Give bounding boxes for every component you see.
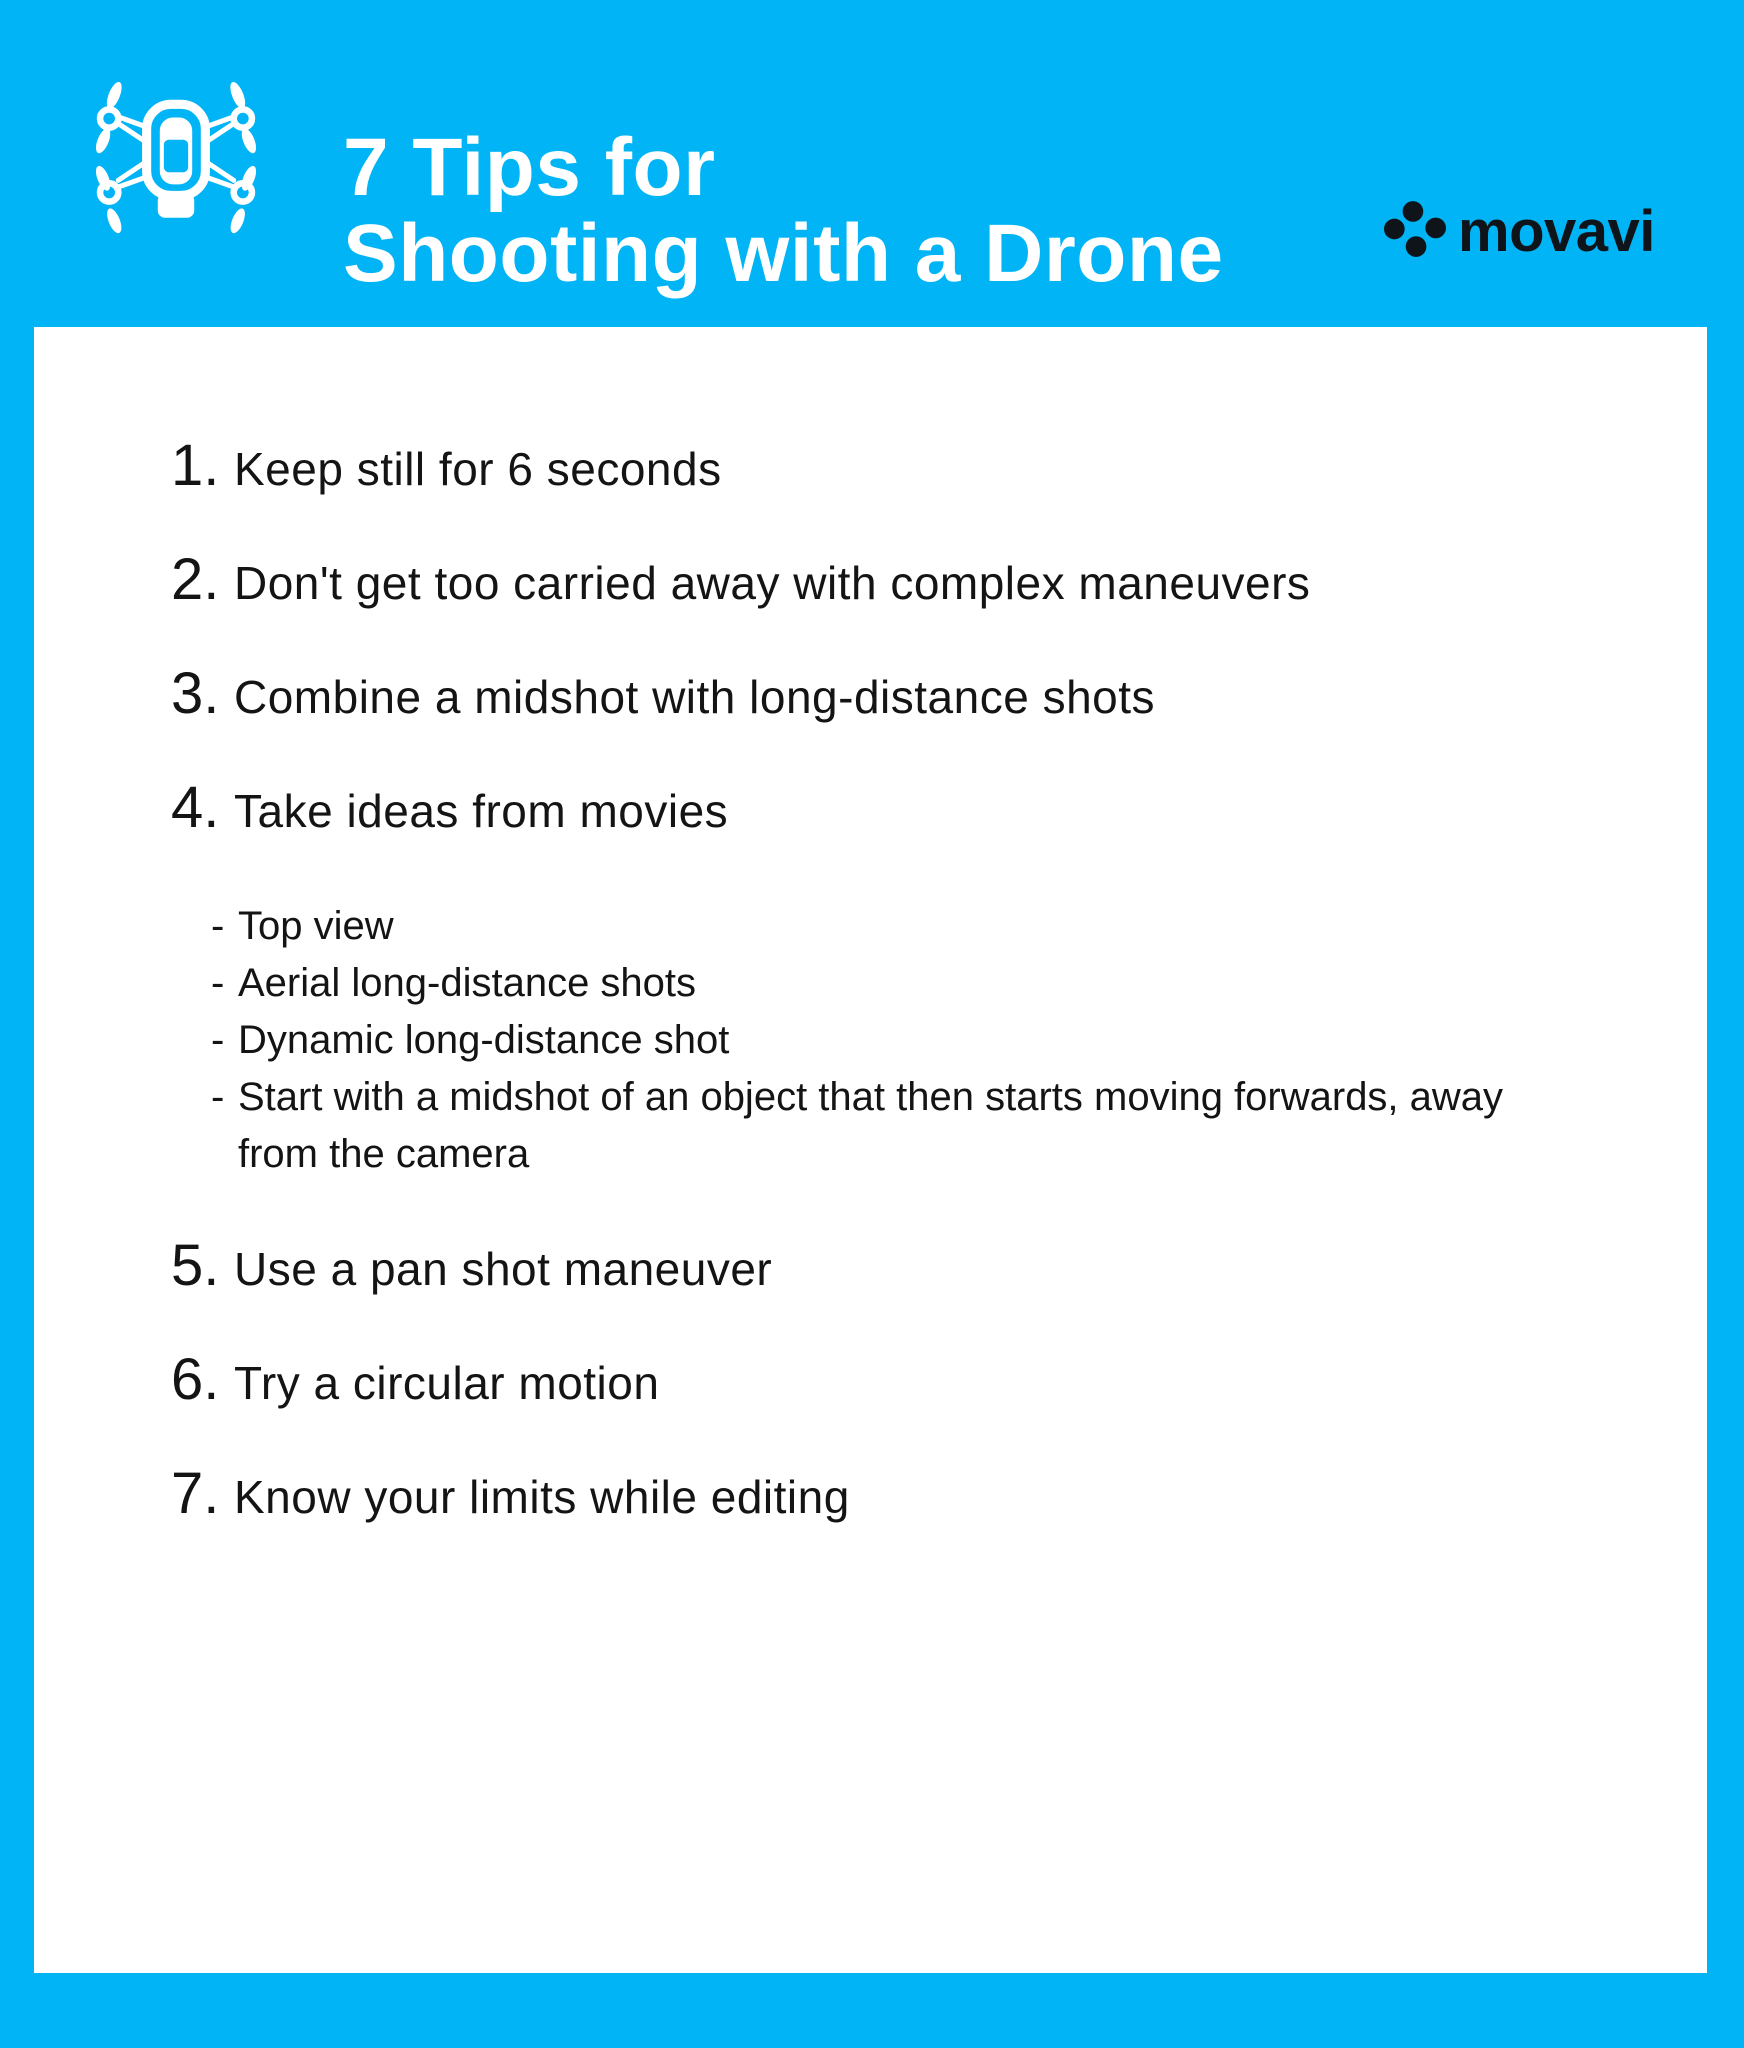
- tip-number: 2.: [171, 547, 220, 612]
- subitem: [211, 955, 1578, 1012]
- tip-text: Use a pan shot maneuver: [234, 1243, 773, 1295]
- subitem-text: Dynamic long-distance shot: [238, 1018, 730, 1062]
- tip-text: Keep still for 6 seconds: [234, 443, 722, 495]
- page-title-line1: 7 Tips for: [343, 121, 716, 213]
- subitem-text: Top view: [238, 904, 394, 948]
- tip-item-2: [171, 545, 1310, 618]
- tip-item-1: [171, 431, 722, 504]
- subitem: [211, 898, 1578, 955]
- tip-number: 5.: [171, 1233, 220, 1298]
- tip-text: Try a circular motion: [234, 1357, 660, 1409]
- subitem: [211, 1069, 1578, 1183]
- drone-icon: [95, 76, 257, 236]
- header: [0, 0, 1744, 327]
- tip-text: Know your limits while editing: [234, 1471, 850, 1523]
- tip-item-6: [171, 1345, 659, 1418]
- dash-bullet: -: [211, 904, 225, 948]
- tip-item-4: [171, 773, 728, 846]
- page-title-line2: Shooting with a Drone: [343, 207, 1224, 299]
- tip-number: 3.: [171, 661, 220, 726]
- subitem-text: Start with a midshot of an object that then starts moving forwards, away from the camera: [238, 1075, 1504, 1176]
- tip-item-7: [171, 1459, 850, 1532]
- tip-text: Don't get too carried away with complex maneuvers: [234, 557, 1311, 609]
- content-card: [34, 327, 1707, 1973]
- tip-item-5: [171, 1231, 772, 1304]
- tip-number: 4.: [171, 775, 220, 840]
- dash-bullet: -: [211, 1075, 225, 1119]
- dash-bullet: -: [211, 961, 225, 1005]
- tip-text: Take ideas from movies: [234, 785, 729, 837]
- tip-item-3: [171, 659, 1155, 732]
- page-title: [343, 121, 1224, 299]
- movavi-logo-text: movavi: [1458, 199, 1655, 264]
- subitem: [211, 1012, 1578, 1069]
- tip-number: 1.: [171, 433, 220, 498]
- movavi-logo: [1384, 197, 1655, 264]
- movavi-clover-icon: [1384, 201, 1446, 257]
- tip-number: 6.: [171, 1347, 220, 1412]
- tip-number: 7.: [171, 1461, 220, 1526]
- tip-subitems: [211, 898, 1578, 1183]
- tip-text: Combine a midshot with long-distance shots: [234, 671, 1156, 723]
- subitem-text: Aerial long-distance shots: [238, 961, 697, 1005]
- dash-bullet: -: [211, 1018, 225, 1062]
